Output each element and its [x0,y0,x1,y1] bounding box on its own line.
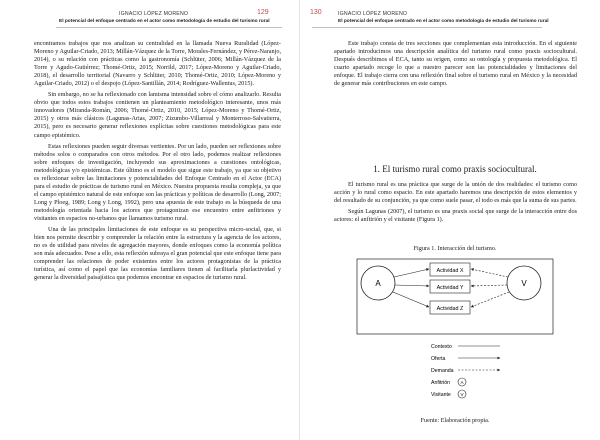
offer-arrow-z [393,292,429,307]
left-body-text [34,40,281,282]
demand-arrow-y [471,285,507,286]
right-page [300,0,600,440]
activity-z-label: Actividad Z [436,306,464,312]
offer-arrow-x [394,269,429,277]
demand-arrow-x [471,269,508,277]
figure-caption: Figura 1. Interacción del turismo. [413,245,497,252]
left-paragraph-4: Una de las principales limitaciones de este enfoque es su perspectiva micro-social, que, si bien nos permite describir y comprender la relación entre la estructura y la agencia de los actores, no es de utilidad para niveles de agregación mayores, donde enfoques como la economía política son más adecuados. Pese a ello, esta reflexión subraya el gran potencial que este enfoque tiene para comprender las relaciones de poder existentes entre los actores protagonistas de la práctica turística, así como el papel que las economías familiares tienen al facilitarla plurlactividad y generar la diversidad paisajística que podemos encontrar en espacios de turismo rural. [34,226,281,282]
right-section-paragraph-1: El turismo rural es una práctica que surge de la unión de dos realidades: el turismo como acción y lo rural como espacio. En este apartado haremos una descripción de estos elementos y del resultado de su conjunción, ya que como suele pasar, el todo es más que la suma de sus partes. [334,181,577,205]
legend-offer-label: Oferta [431,356,446,362]
legend-visitor-symbol-label: V [460,392,464,397]
offer-arrow-y [395,285,429,286]
right-header-author: IGNACIO LÓPEZ MORENO [338,11,408,17]
right-section-paragraph-2: Según Lagunas (2007), el turismo es una praxis social que surge de la interacción entre dos actores: el anfitrión y el visitante (Figura 1). [334,208,577,224]
left-header-title: El potencial del enfoque centrado en el actor como metodología de estudio del turismo rural [59,19,270,24]
legend-context-label: Contexto [431,344,452,350]
demand-arrow-z [471,292,509,307]
visitor-node-label: V [521,279,527,288]
left-header-rule [56,27,282,28]
activity-x-label: Actividad X [436,268,464,274]
activity-y-label: Actividad Y [436,285,464,291]
right-intro-paragraph: Este trabajo consta de tres secciones que complementan esta introducción. En el siguiente apartado introducimos una descripción analítica del turismo rural como praxis sociocultural. Después describimos el ECA, tanto su origen, como su ontología y propuesta metodológica. El cuarto apartado recoge lo que a nuestro parecer son las potencialidades y limitaciones del enfoque. El trabajo cierra con una reflexión final sobre el turismo rural en México y la necesidad de generar más contribuciones en este campo. [334,40,577,88]
figure-diagram [300,0,600,440]
figure-source: Fuente: Elaboración propia. [420,417,490,424]
host-node-label: A [375,279,381,288]
left-paragraph-2: Sin embargo, no se ha reflexionado con lamisma intensidad sobre el cómo analizarlo. Resulta obvio que todos estos trabajos contienen un planteamiento metodológico interesante, unos más innovadores (Miranda-Román, 2006; Thomé-Ortiz, 2010, 2015; López-Moreno y Thomé-Ortiz, 2015) y otros más clásicos (Lagunas-Arias, 2007; Zizumbo-Villarreal y Monterroso-Salvatierra, 2015), pero es necesario generar reflexiones explícitas sobre cuestiones metodológicas para este campo epistémico. [34,91,281,139]
left-header-author: IGNACIO LÓPEZ MORENO [119,11,189,17]
left-page-number: 129 [257,9,269,16]
right-page-number: 130 [310,9,322,16]
legend-demand-label: Demanda [431,368,454,374]
left-paragraph-1: encontramos trabajos que nos analizan su centralidad en la llamada Nueva Ruralidad (López-Moreno y Aguilar-Criado, 2013; Millán-Vázquez de la Torre, Morales-Fernández, y Pérez-Naranjo, 2014), o su relación con prácticas como la gastronomía (Schlüter, 2006; Millán-Vázquez de la Torre y Agudo-Gutiérrez; Thomé-Ortiz, 2015; Norrild, 2017; López-Moreno y Aguilar-Criado, 2018), el desarrollo territorial (Navarro y Schlüter, 2010; Thomé-Ortiz, 2010; López-Moreno y Aguilar-Criado, 2012) o el despojo (López-Santillán, 2014; Rodríguez-Wallenius, 2015). [34,40,281,88]
legend-host-symbol-label: A [460,380,464,385]
left-paragraph-3: Estas reflexiones pueden seguir diversas vertientes. Por un lado, pueden ser reflexiones sobre métodos solos o comparados con otros métodos. Por el otro lado, podemos realizar reflexiones sobre enfoques de investigación, incluyendo sus aproximaciones a cuestiones ontológicas, metodológicas y/o epistémicas. Este último es el modelo que sigue este trabajo, ya que su objetivo es reflexionar sobre las limitaciones y potencialidades del Enfoque Centrado en el Actor (ECA) para el estudio de prácticas de turismo rural en México. Nuestra propuesta resulta compleja, ya que el campo epistémico natural de este enfoque son las prácticas y políticas de desarrollo (Long, 2007; Long y Ploeg, 1989; Long y Long, 1992), pero una apuesta de este trabajo es la búsqueda de una metodología orientada hacia los actores que protagonizan ese encuentro entre anfitriones y visitantes en espacios no-urbanos que llamamos turismo rural. [34,142,281,222]
right-header-title: El potencial del enfoque centrado en el actor como metodología de estudio del turismo rural [338,19,549,24]
legend-visitor-label: Visitante [431,392,451,398]
legend-host-label: Anfitrión [431,380,451,386]
section-title: 1. El turismo rural como praxis sociocultural. [373,164,537,174]
